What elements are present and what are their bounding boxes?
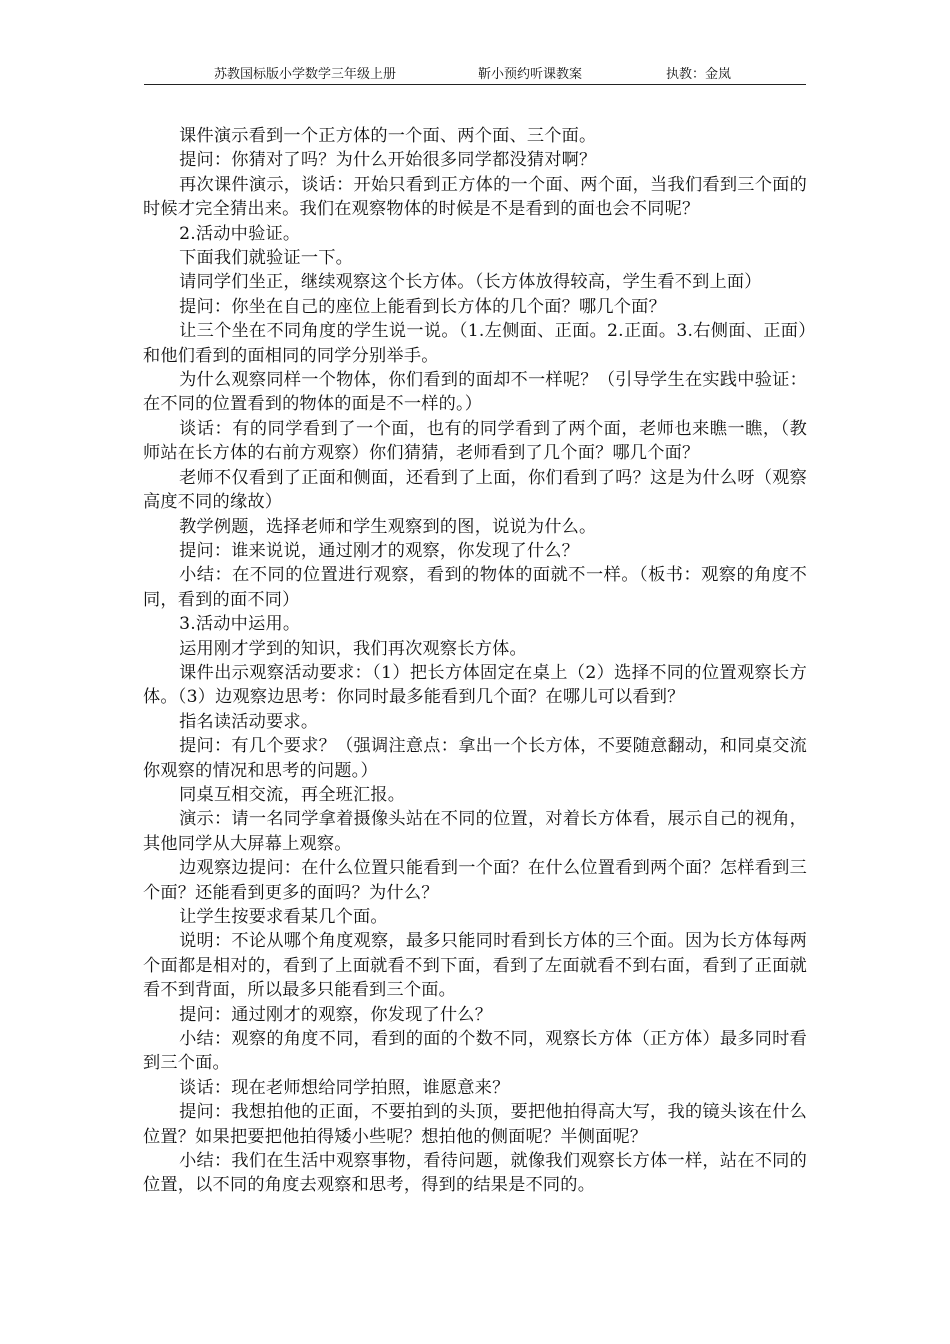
paragraph: 运用刚才学到的知识，我们再次观察长方体。 — [179, 638, 527, 659]
paragraph: 为什么观察同样一个物体，你们看到的面却不一样呢？（引导学生在实践中验证：在不同的位置看到的物体的面是不一样的。） — [143, 370, 807, 415]
paragraph: 提问：有几个要求？（强调注意点：拿出一个长方体，不要随意翻动，和同桌交流你观察的情况和思考的问题。） — [143, 736, 807, 781]
paragraph: 小结：在不同的位置进行观察，看到的物体的面就不一样。（板书：观察的角度不同，看到的面不同） — [143, 565, 807, 610]
paragraph: 再次课件演示，谈话：开始只看到正方体的一个面、两个面，当我们看到三个面的时候才完全猜出来。我们在观察物体的时候是不是看到的面也会不同呢？ — [143, 174, 807, 220]
paragraph: 谈话：有的同学看到了一个面，也有的同学看到了两个面，老师也来瞧一瞧，（教师站在长方体的右前方观察）你们猜猜，老师看到了几个面？哪几个面？ — [143, 418, 807, 464]
paragraph: 提问：通过刚才的观察，你发现了什么？ — [179, 1004, 493, 1025]
paragraph: 指名读活动要求。 — [179, 711, 319, 732]
paragraph: 教学例题，选择老师和学生观察到的图，说说为什么。 — [179, 516, 597, 537]
paragraph: 谈话：现在老师想给同学拍照，谁愿意来？ — [179, 1077, 510, 1098]
header-teacher: 执教：金岚 — [666, 67, 732, 82]
paragraph: 提问：你猜对了吗？为什么开始很多同学都没猜对啊？ — [179, 150, 597, 171]
section-heading: 3.活动中运用。 — [179, 614, 301, 635]
paragraph: 老师不仅看到了正面和侧面，还看到了上面，你们看到了吗？这是为什么呀（观察高度不同的缘故） — [143, 467, 807, 513]
paragraph: 演示：请一名同学拿着摄像头站在不同的位置，对着长方体看，展示自己的视角，其他同学从大屏幕上观察。 — [143, 809, 807, 854]
lesson-body — [143, 124, 807, 1198]
paragraph: 课件出示观察活动要求：（1）把长方体固定在桌上（2）选择不同的位置观察长方体。（3）边观察边思考：你同时最多能看到几个面？在哪儿可以看到？ — [143, 662, 807, 708]
paragraph: 请同学们坐正，继续观察这个长方体。（长方体放得较高，学生看不到上面） — [179, 272, 762, 293]
section-heading: 2.活动中验证。 — [179, 223, 301, 244]
paragraph: 下面我们就验证一下。 — [179, 248, 353, 269]
header-lesson-title: 靳小预约听课教案 — [478, 67, 583, 82]
paragraph: 说明：不论从哪个角度观察，最多只能同时看到长方体的三个面。因为长方体每两个面都是相对的，看到了上面就看不到下面，看到了左面就看不到右面，看到了正面就看不到背面，所以最多只能看到三个面。 — [143, 931, 807, 1001]
paragraph: 提问：你坐在自己的座位上能看到长方体的几个面？哪几个面？ — [179, 296, 666, 317]
header-textbook-title: 苏教国标版小学数学三年级上册 — [214, 67, 397, 82]
paragraph: 课件演示看到一个正方体的一个面、两个面、三个面。 — [179, 126, 597, 146]
page-header — [144, 66, 806, 85]
paragraph: 提问：我想拍他的正面，不要拍到的头顶，要把他拍得高大写，我的镜头该在什么位置？如果把要把他拍得矮小些呢？想拍他的侧面呢？半侧面呢？ — [143, 1102, 807, 1147]
paragraph: 小结：观察的角度不同，看到的面的个数不同，观察长方体（正方体）最多同时看到三个面。 — [143, 1029, 807, 1074]
paragraph: 让三个坐在不同角度的学生说一说。（1.左侧面、正面。2.正面。3.右侧面、正面）和他们看到的面相同的同学分别举手。 — [143, 321, 807, 366]
paragraph: 小结：我们在生活中观察事物，看待问题，就像我们观察长方体一样，站在不同的位置，以不同的角度去观察和思考，得到的结果是不同的。 — [143, 1151, 807, 1196]
paragraph: 提问：谁来说说，通过刚才的观察，你发现了什么？ — [179, 540, 580, 561]
paragraph: 同桌互相交流，再全班汇报。 — [179, 784, 406, 805]
paragraph: 边观察边提问：在什么位置只能看到一个面？在什么位置看到两个面？怎样看到三个面？还能看到更多的面吗？为什么？ — [143, 858, 807, 903]
paragraph: 让学生按要求看某几个面。 — [179, 907, 388, 927]
